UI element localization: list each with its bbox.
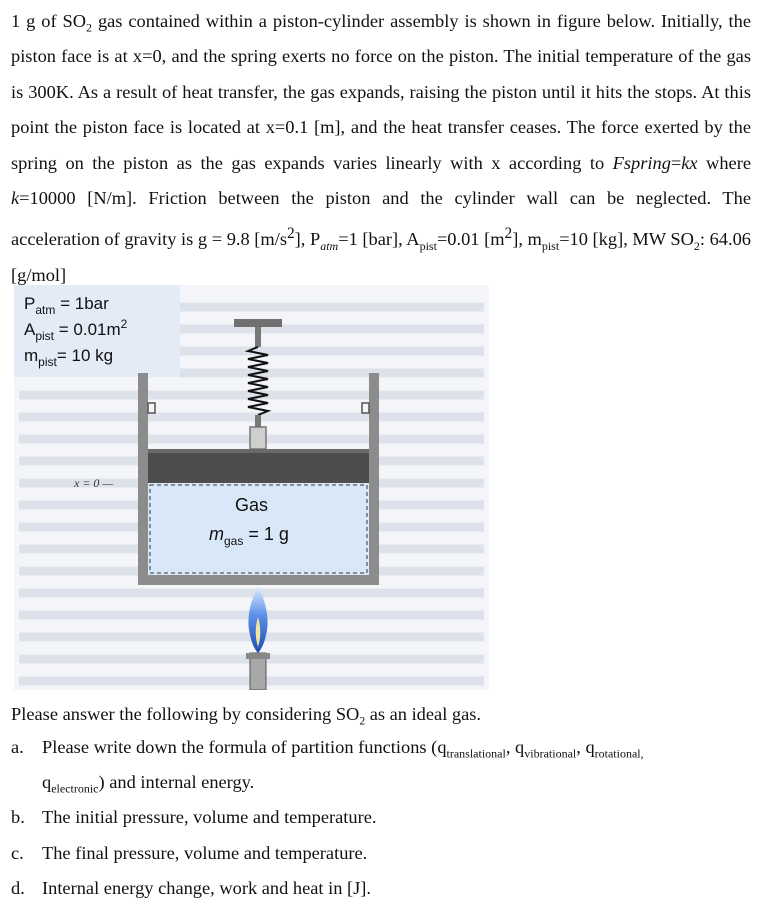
piston-highlight [148,449,369,453]
subscript: pist [419,239,437,254]
problem-statement [11,4,751,293]
subscript: vibrational [524,746,577,761]
text: 1 g of SO [11,11,87,31]
question-b [11,800,756,835]
q-symbol: q [437,737,447,757]
subscript: 2 [86,20,93,35]
apist-given: $A_{pist} = 0.01m^2$ [24,317,128,343]
text: Internal energy change, work and heat in [J]. [42,878,372,898]
spring-connector [250,427,266,449]
text: ) and internal energy. [98,772,255,792]
burner-cap [246,653,270,659]
text: =1 [bar], A [338,229,420,250]
stop-right [362,403,369,413]
stop-left [148,403,155,413]
text: The final pressure, volume and temperature. [42,843,368,863]
mpist-given: $m_{pist}= 10$ kg [24,346,114,369]
cylinder-bottom [138,575,379,585]
question-letter: b. [11,807,25,827]
subscript: translational [446,746,506,761]
text: =0.01 [m [436,229,505,250]
q-symbol: q [42,772,52,792]
superscript: 2 [504,225,513,243]
q-symbol: q [515,737,525,757]
superscript: 2 [286,225,295,243]
subscript: 2 [359,715,366,728]
gas-mass-label: $m_{gas} = 1$ g [209,524,289,548]
text: gas contained within a piston-cylinder assembly is shown in figure below. Initially, the piston face is at x=0, and the spring exerts no force on the piston. The initial temperature of the gas is 300K. As a result of heat transfer, the gas expands, raising the piston until it hits the stops. At this point the piston face is located at x=0.1 [m], and the heat transfer ceases. The force exerted by the spring on the piston as the gas expands varies linearly with x according to [11,11,752,173]
text: = [670,152,682,173]
text: : 64.06 [g/mol] [11,229,751,285]
text: Please answer the following by considering SO [11,704,360,724]
text: The initial pressure, volume and temperature. [42,807,377,827]
piston [148,449,369,483]
spring-mount [234,319,282,327]
k-symbol: k [11,188,20,209]
question-letter: a. [11,737,24,757]
text: ], m [512,229,542,250]
subscript: pist [541,239,560,254]
question-c [11,836,756,871]
piston-cylinder-figure [14,285,489,690]
patm-given: $P_{atm} = 1bar$ [24,294,109,317]
subscript: rotational, [594,746,644,761]
x-zero-marker: x = 0 — [74,476,114,490]
spring-rod-bottom [255,415,261,427]
text: , [576,737,586,757]
text: =10 [kg], MW SO [559,229,694,250]
q-symbol: q [585,737,595,757]
question-d [11,871,756,906]
text: =10000 [N/m]. Friction between the piston and the cylinder wall can be neglected. The acceleration of gravity is g = 9.8 [m/s [11,188,751,250]
text: , [505,737,516,757]
gas-label: Gas [235,495,269,515]
question-letter: c. [11,843,24,863]
kx-symbol: kx [681,152,698,173]
text: where [697,152,751,173]
subscript: atm [320,239,339,254]
subscript: electronic [51,781,99,796]
instruction-line [11,702,756,726]
text: as an ideal gas. [365,704,482,724]
fspring-symbol: Fspring [612,152,671,173]
cylinder-wall-left [138,373,148,583]
text: ], P [294,229,321,250]
spring-rod-top [255,327,261,347]
question-letter: d. [11,878,25,898]
text: Please write down the formula of partition functions ( [42,737,438,757]
cylinder-wall-right [369,373,379,583]
subscript: 2 [693,239,700,254]
